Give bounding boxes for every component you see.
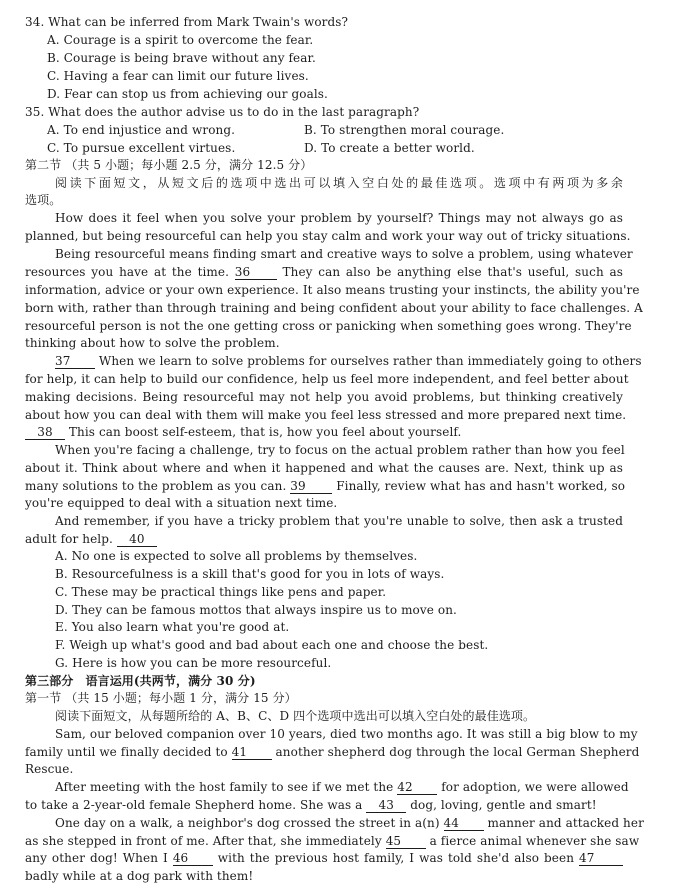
passage2-line: Sam, our beloved companion over 10 years, died two months ago. It was still a big blow to my <box>55 727 638 741</box>
passage1-line <box>25 478 626 494</box>
passage2-line: Rescue. <box>25 762 74 776</box>
part3-instruction: 阅读下面短文，从每题所给的 A、B、C、D 四个选项中选出可以填入空白处的最佳选项。 <box>55 709 536 723</box>
option-c: C. These may be practical things like pens and paper. <box>55 585 387 599</box>
blank-44: 44 <box>444 816 484 831</box>
passage2-line <box>55 779 629 795</box>
passage1-line: information, advice or your own experience. It also means trusting your instincts, the ability you're <box>25 283 640 297</box>
passage1-line <box>25 264 623 280</box>
passage1-text: They can also be anything else that's useful, such as <box>282 265 624 279</box>
blank-36: 36 <box>235 265 277 280</box>
option-b: B. Resourcefulness is a skill that's good for you in lots of ways. <box>55 567 445 581</box>
blank-47: 47 <box>579 851 623 866</box>
passage2-text: manner and attacked her <box>487 816 644 830</box>
passage1-line: born with, rather than through training and being confident about your ability to face challenges. A <box>25 301 643 315</box>
passage1-text: This can boost self-esteem, that is, how you feel about yourself. <box>68 425 462 439</box>
passage1-line: resourceful person is not the one getting cross or panicking when something goes wrong. They're <box>25 319 632 333</box>
passage1-line: making decisions. Being resourceful may not help you avoid problems, but thinking creatively <box>25 390 623 404</box>
blank-46: 46 <box>173 851 213 866</box>
passage1-line: thinking about how to solve the problem. <box>25 336 280 350</box>
blank-40: 40 <box>117 532 157 547</box>
passage1-line: you're equipped to deal with a situation next time. <box>25 496 338 510</box>
passage2-text: After meeting with the host family to see if we met the <box>55 780 394 794</box>
option-e: E. You also learn what you're good at. <box>55 620 290 634</box>
q35-stem: 35. What does the author advise us to do in the last paragraph? <box>25 105 420 119</box>
section2-instruction: 阅读下面短文，从短文后的选项中选出可以填入空白处的最佳选项。选项中有两项为多余 <box>55 176 623 190</box>
passage2-text: for adoption, we were allowed <box>441 780 629 794</box>
blank-38: 38 <box>25 425 65 440</box>
part3-section1-header: 第一节 （共 15 小题；每小题 1 分，满分 15 分） <box>25 691 297 705</box>
passage1-line: And remember, if you have a tricky problem that you're unable to solve, then ask a trusted <box>55 514 623 528</box>
passage1-line <box>25 531 157 547</box>
passage2-line <box>25 850 623 866</box>
passage1-text: resources you have at the time. <box>25 265 230 279</box>
passage2-text: dog, loving, gentle and smart! <box>410 798 597 812</box>
passage2-text: One day on a walk, a neighbor's dog crossed the street in a(n) <box>55 816 440 830</box>
passage2-text: another shepherd dog through the local German Shepherd <box>275 745 640 759</box>
passage2-text: any other dog! When I <box>25 851 168 865</box>
q34-option-b: B. Courage is being brave without any fear. <box>47 51 316 65</box>
q35-option-a: A. To end injustice and wrong. <box>47 123 236 137</box>
q35-option-d: D. To create a better world. <box>304 141 475 155</box>
option-d: D. They can be famous mottos that always inspire us to move on. <box>55 603 457 617</box>
passage2-line <box>55 815 644 831</box>
passage2-text: to take a 2-year-old female Shepherd home. She was a <box>25 798 363 812</box>
passage2-line <box>25 744 640 760</box>
passage1-line: for help, it can help to build our confidence, help us feel more independent, and feel better about <box>25 372 629 386</box>
blank-45: 45 <box>386 834 426 849</box>
passage1-text: When we learn to solve problems for ourselves rather than immediately going to others <box>98 354 642 368</box>
passage1-line: about it. Think about where and when it happened and what the causes are. Next, think up as <box>25 461 623 475</box>
blank-39: 39 <box>290 479 332 494</box>
option-a: A. No one is expected to solve all problems by themselves. <box>55 549 418 563</box>
passage2-line: badly while at a dog park with them! <box>25 869 254 883</box>
passage2-text: with the previous host family, I was told she'd also been <box>217 851 575 865</box>
q34-option-d: D. Fear can stop us from achieving our goals. <box>47 87 328 101</box>
section2-instruction-cont: 选项。 <box>25 193 62 207</box>
passage2-text: a fierce animal whenever she saw <box>429 834 640 848</box>
q34-option-c: C. Having a fear can limit our future lives. <box>47 69 309 83</box>
passage1-text: adult for help. <box>25 532 113 546</box>
part3-header: 第三部分 语言运用(共两节，满分 30 分) <box>25 674 256 688</box>
option-f: F. Weigh up what's good and bad about each one and choose the best. <box>55 638 489 652</box>
blank-43: 43 <box>366 798 406 813</box>
passage1-line: about how you can deal with them will make you feel less stressed and more prepared next time. <box>25 408 627 422</box>
passage1-text: many solutions to the problem as you can. <box>25 479 287 493</box>
q35-option-c: C. To pursue excellent virtues. <box>47 141 236 155</box>
q35-option-b: B. To strengthen moral courage. <box>304 123 505 137</box>
passage2-text: as she stepped in front of me. After that, she immediately <box>25 834 382 848</box>
passage2-line <box>25 797 597 813</box>
passage1-line <box>25 424 461 440</box>
section2-header: 第二节 （共 5 小题；每小题 2.5 分，满分 12.5 分） <box>25 158 313 172</box>
passage2-text: family until we finally decided to <box>25 745 228 759</box>
blank-42: 42 <box>397 780 437 795</box>
blank-41: 41 <box>232 745 272 760</box>
passage2-line <box>25 833 640 849</box>
q34-stem: 34. What can be inferred from Mark Twain's words? <box>25 15 349 29</box>
passage1-line: planned, but being resourceful can help you stay calm and work your way out of tricky situations. <box>25 229 631 243</box>
option-g: G. Here is how you can be more resourceful. <box>55 656 332 670</box>
passage1-text: Finally, review what has and hasn't worked, so <box>336 479 626 493</box>
passage1-line: How does it feel when you solve your problem by yourself? Things may not always go as <box>55 211 623 225</box>
passage1-line: When you're facing a challenge, try to focus on the actual problem rather than how you feel <box>55 443 625 457</box>
blank-37: 37 <box>55 354 95 369</box>
passage1-line: Being resourceful means finding smart and creative ways to solve a problem, using whatever <box>55 247 633 261</box>
q34-option-a: A. Courage is a spirit to overcome the fear. <box>47 33 314 47</box>
passage1-line <box>55 353 642 369</box>
